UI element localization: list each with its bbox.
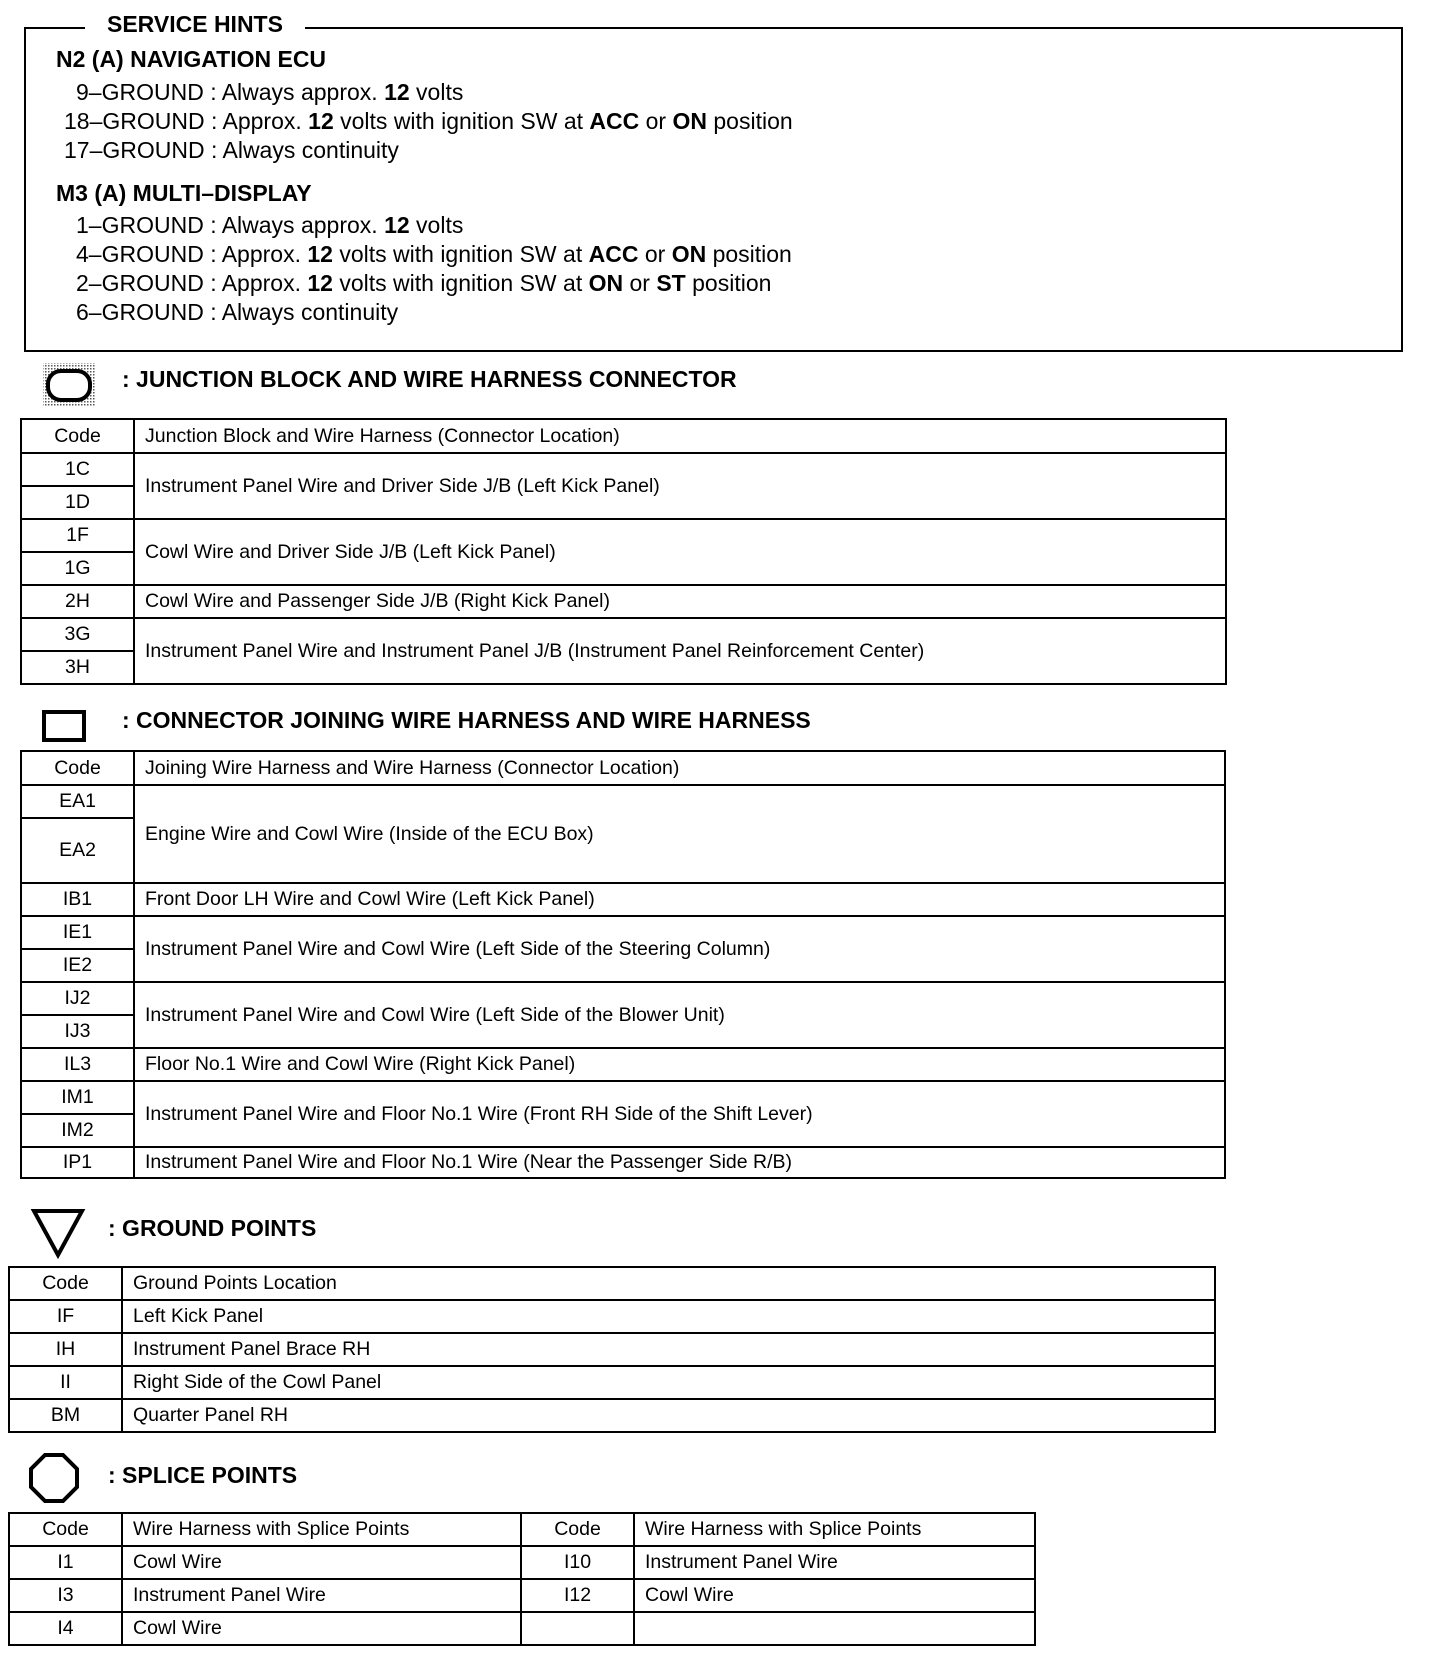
table-row <box>9 1366 1215 1399</box>
code-cell: 3G <box>21 618 134 651</box>
table-row <box>21 1048 1225 1081</box>
header-code: Code <box>21 419 134 453</box>
code-cell: II <box>9 1366 122 1399</box>
table-row <box>9 1579 1035 1612</box>
code-cell: 3H <box>21 651 134 684</box>
hint-group-heading: M3 (A) MULTI–DISPLAY <box>56 180 312 206</box>
header-location: Ground Points Location <box>122 1267 1215 1300</box>
code-cell: IE1 <box>21 916 134 949</box>
location-cell: Instrument Panel Wire and Driver Side J/B (Left Kick Panel) <box>134 453 1226 519</box>
location-cell: Instrument Panel Wire and Cowl Wire (Left Side of the Blower Unit) <box>134 982 1225 1048</box>
hint-line: 18–GROUND : Approx. 12 volts with ignition SW at ACC or ON position <box>64 108 793 134</box>
header-code: Code <box>9 1513 122 1546</box>
table-row <box>21 916 1225 949</box>
location-cell: Left Kick Panel <box>122 1300 1215 1333</box>
code-cell: I10 <box>521 1546 634 1579</box>
table-row <box>9 1333 1215 1366</box>
harness-cell: Cowl Wire <box>122 1612 521 1645</box>
splice-section-title: : SPLICE POINTS <box>108 1462 298 1488</box>
splice-octagon-icon <box>28 1452 80 1504</box>
ground-section-title: : GROUND POINTS <box>108 1215 317 1241</box>
location-cell: Instrument Panel Wire and Floor No.1 Wire (Near the Passenger Side R/B) <box>134 1147 1225 1178</box>
table-row <box>21 883 1225 916</box>
connector-section-title: : CONNECTOR JOINING WIRE HARNESS AND WIRE HARNESS <box>122 707 811 733</box>
splice-table <box>8 1512 1036 1646</box>
ground-triangle-icon <box>30 1207 86 1259</box>
code-cell: 1F <box>21 519 134 552</box>
header-code: Code <box>21 751 134 785</box>
location-cell: Instrument Panel Wire and Floor No.1 Wire (Front RH Side of the Shift Lever) <box>134 1081 1225 1147</box>
junction-block-icon <box>42 362 96 408</box>
table-row <box>9 1300 1215 1333</box>
table-row <box>21 585 1226 618</box>
header-location: Junction Block and Wire Harness (Connector Location) <box>134 419 1226 453</box>
junction-table <box>20 418 1227 685</box>
code-cell: IL3 <box>21 1048 134 1081</box>
ground-table <box>8 1266 1216 1433</box>
hint-line: 1–GROUND : Always approx. 12 volts <box>76 212 464 238</box>
code-cell: IB1 <box>21 883 134 916</box>
location-cell: Right Side of the Cowl Panel <box>122 1366 1215 1399</box>
table-row <box>21 618 1226 651</box>
code-cell: IP1 <box>21 1147 134 1178</box>
service-hints-title: SERVICE HINTS <box>85 8 305 40</box>
location-cell: Instrument Panel Wire and Cowl Wire (Left Side of the Steering Column) <box>134 916 1225 982</box>
connector-icon <box>42 710 86 742</box>
hint-line: 6–GROUND : Always continuity <box>76 299 399 325</box>
location-cell: Front Door LH Wire and Cowl Wire (Left Kick Panel) <box>134 883 1225 916</box>
location-cell: Floor No.1 Wire and Cowl Wire (Right Kick Panel) <box>134 1048 1225 1081</box>
table-row <box>21 982 1225 1015</box>
table-row <box>21 785 1225 818</box>
code-cell: EA2 <box>21 818 134 883</box>
header-harness: Wire Harness with Splice Points <box>634 1513 1035 1546</box>
table-row <box>9 1399 1215 1432</box>
table-row <box>9 1546 1035 1579</box>
harness-cell: Instrument Panel Wire <box>122 1579 521 1612</box>
table-row <box>21 1147 1225 1178</box>
table-header-row <box>21 419 1226 453</box>
hint-line: 4–GROUND : Approx. 12 volts with ignition SW at ACC or ON position <box>76 241 792 267</box>
junction-section-title: : JUNCTION BLOCK AND WIRE HARNESS CONNECTOR <box>122 366 737 392</box>
table-header-row <box>9 1513 1035 1546</box>
harness-cell: Cowl Wire <box>122 1546 521 1579</box>
header-code: Code <box>9 1267 122 1300</box>
code-cell: I4 <box>9 1612 122 1645</box>
table-row <box>21 453 1226 486</box>
code-cell: 1D <box>21 486 134 519</box>
table-row <box>21 519 1226 552</box>
code-cell: I12 <box>521 1579 634 1612</box>
code-cell: IE2 <box>21 949 134 982</box>
hint-line: 9–GROUND : Always approx. 12 volts <box>76 79 464 105</box>
table-header-row <box>21 751 1225 785</box>
header-location: Joining Wire Harness and Wire Harness (Connector Location) <box>134 751 1225 785</box>
code-cell: 1C <box>21 453 134 486</box>
code-cell: I3 <box>9 1579 122 1612</box>
header-code: Code <box>521 1513 634 1546</box>
code-cell: BM <box>9 1399 122 1432</box>
code-cell: IH <box>9 1333 122 1366</box>
table-row <box>21 1081 1225 1114</box>
location-cell: Engine Wire and Cowl Wire (Inside of the ECU Box) <box>134 785 1225 883</box>
code-cell: IM1 <box>21 1081 134 1114</box>
code-cell <box>521 1612 634 1645</box>
header-harness: Wire Harness with Splice Points <box>122 1513 521 1546</box>
location-cell: Cowl Wire and Passenger Side J/B (Right Kick Panel) <box>134 585 1226 618</box>
harness-cell: Instrument Panel Wire <box>634 1546 1035 1579</box>
connector-table <box>20 750 1226 1179</box>
code-cell: EA1 <box>21 785 134 818</box>
code-cell: IJ3 <box>21 1015 134 1048</box>
hint-line: 17–GROUND : Always continuity <box>64 137 399 163</box>
table-row <box>9 1612 1035 1645</box>
code-cell: IJ2 <box>21 982 134 1015</box>
code-cell: I1 <box>9 1546 122 1579</box>
location-cell: Quarter Panel RH <box>122 1399 1215 1432</box>
location-cell: Cowl Wire and Driver Side J/B (Left Kick Panel) <box>134 519 1226 585</box>
table-header-row <box>9 1267 1215 1300</box>
location-cell: Instrument Panel Wire and Instrument Panel J/B (Instrument Panel Reinforcement Center) <box>134 618 1226 684</box>
harness-cell <box>634 1612 1035 1645</box>
location-cell: Instrument Panel Brace RH <box>122 1333 1215 1366</box>
code-cell: IM2 <box>21 1114 134 1147</box>
hint-line: 2–GROUND : Approx. 12 volts with ignition SW at ON or ST position <box>76 270 772 296</box>
hint-group-heading: N2 (A) NAVIGATION ECU <box>56 46 327 72</box>
code-cell: 2H <box>21 585 134 618</box>
code-cell: IF <box>9 1300 122 1333</box>
harness-cell: Cowl Wire <box>634 1579 1035 1612</box>
code-cell: 1G <box>21 552 134 585</box>
